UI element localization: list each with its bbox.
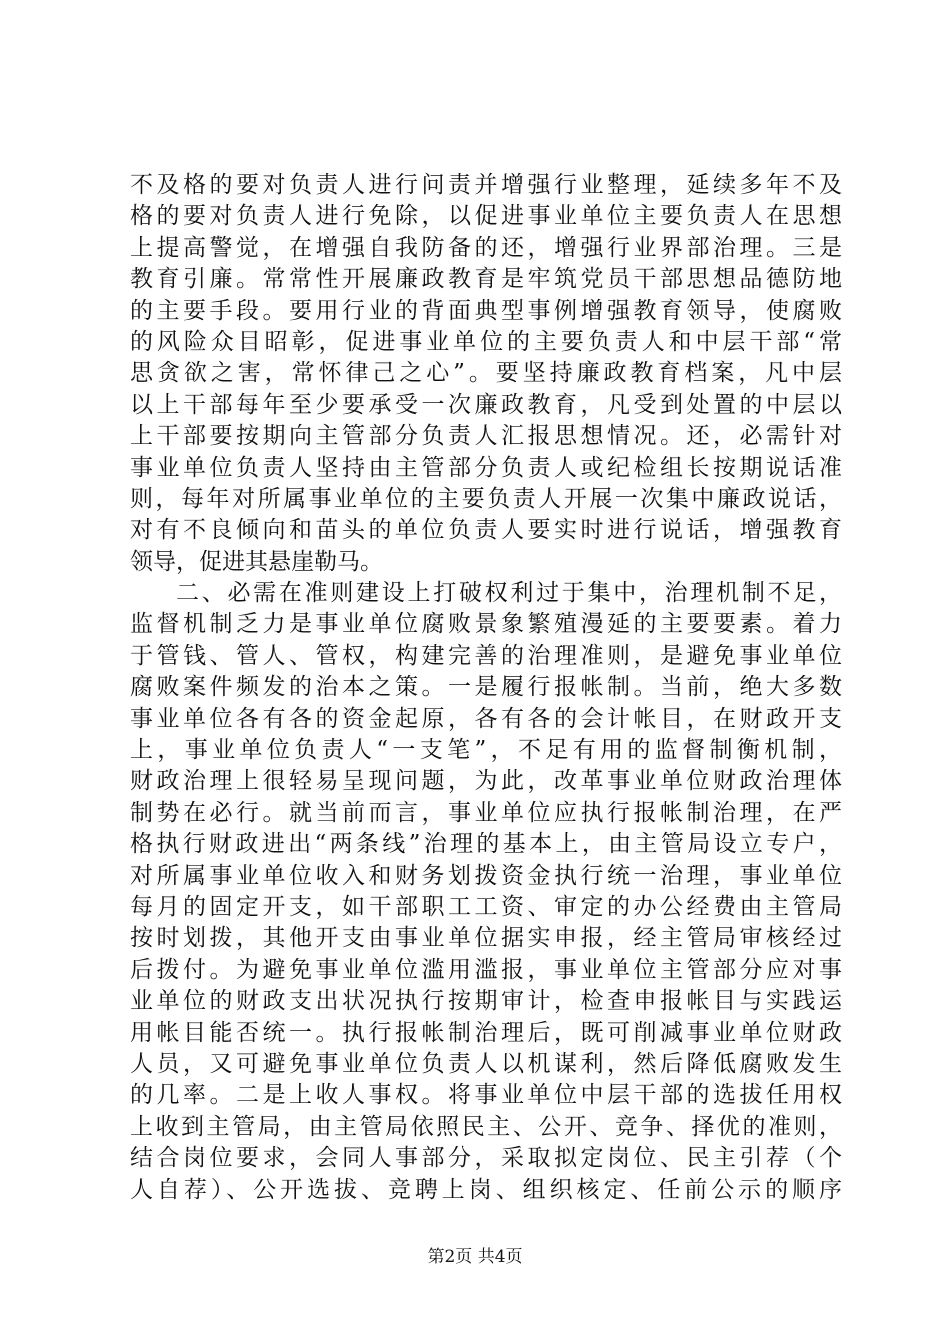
text-line: 以上干部每年至少要承受一次廉政教育，凡受到处置的中层以	[130, 391, 842, 418]
text-line: 对所属事业单位收入和财务划拨资金执行统一治理，事业单位	[130, 862, 842, 889]
text-line: 事业单位各有各的资金起原，各有各的会计帐目，在财政开支	[130, 705, 842, 732]
text-line: 监督机制乏力是事业单位腐败景象繁殖漫延的主要要素。着力	[130, 611, 842, 638]
text-line: 对有不良倾向和苗头的单位负责人要实时进行说话，增强教育	[130, 517, 842, 544]
text-line: 上干部要按期向主管部分负责人汇报思想情况。还，必需针对	[130, 423, 842, 450]
text-line: 不及格的要对负责人进行问责并增强行业整理，延续多年不及	[130, 172, 842, 198]
text-line: 结合岗位要求，会同人事部分，采取拟定岗位、民主引荐（个	[130, 1145, 842, 1172]
text-line: 的几率。二是上收人事权。将事业单位中层干部的选拔任用权	[130, 1082, 842, 1109]
text-line: 上，事业单位负责人“一支笔”，不足有用的监督制衡机制，	[130, 737, 842, 764]
text-line: 财政治理上很轻易呈现问题，为此，改革事业单位财政治理体	[130, 768, 842, 795]
text-line: 的风险众目昭彰，促进事业单位的主要负责人和中层干部“常	[130, 328, 842, 355]
text-line: 用帐目能否统一。执行报帐制治理后，既可削减事业单位财政	[130, 1019, 842, 1046]
text-line: 格的要对负责人进行免除，以促进事业单位主要负责人在思想	[130, 203, 842, 230]
text-line: 每月的固定开支，如干部职工工资、审定的办公经费由主管局	[130, 893, 842, 920]
text-line: 业单位的财政支出状况执行按期审计，检查申报帐目与实践运	[130, 988, 842, 1015]
text-line: 上提高警觉，在增强自我防备的还，增强行业界部治理。三是	[130, 234, 842, 261]
text-line: 人自荐）、公开选拔、竞聘上岗、组织核定、任前公示的顺序	[130, 1176, 842, 1203]
text-line: 的主要手段。要用行业的背面典型事例增强教育领导，使腐败	[130, 297, 842, 324]
page-footer: 第2页 共4页	[427, 1247, 523, 1267]
body-text	[130, 170, 842, 1206]
text-line: 腐败案件频发的治本之策。一是履行报帐制。当前，绝大多数	[130, 674, 842, 701]
text-line: 则，每年对所属事业单位的主要负责人开展一次集中廉政说话，	[130, 485, 842, 512]
text-line: 二、必需在准则建设上打破权利过于集中，治理机制不足，	[176, 580, 842, 607]
text-line: 事业单位负责人坚持由主管部分负责人或纪检组长按期说话准	[130, 454, 842, 481]
text-line: 于管钱、管人、管权，构建完善的治理准则，是避免事业单位	[130, 642, 842, 669]
text-line: 思贪欲之害，常怀律己之心”。要坚持廉政教育档案，凡中层	[130, 360, 842, 387]
text-line: 后拨付。为避免事业单位滥用滥报，事业单位主管部分应对事	[130, 956, 842, 983]
text-line: 按时划拨，其他开支由事业单位据实申报，经主管局审核经过	[130, 925, 842, 952]
text-line: 人员，又可避免事业单位负责人以机谋利，然后降低腐败发生	[130, 1050, 842, 1077]
text-line: 制势在必行。就当前而言，事业单位应执行报帐制治理，在严	[130, 799, 842, 826]
text-line: 教育引廉。常常性开展廉政教育是牢筑党员干部思想品德防地	[130, 266, 842, 293]
text-line: 格执行财政进出“两条线”治理的基本上，由主管局设立专户，	[130, 831, 842, 858]
text-line: 上收到主管局，由主管局依照民主、公开、竞争、择优的准则，	[130, 1113, 842, 1140]
text-line: 领导，促进其悬崖勒马。	[130, 548, 383, 575]
